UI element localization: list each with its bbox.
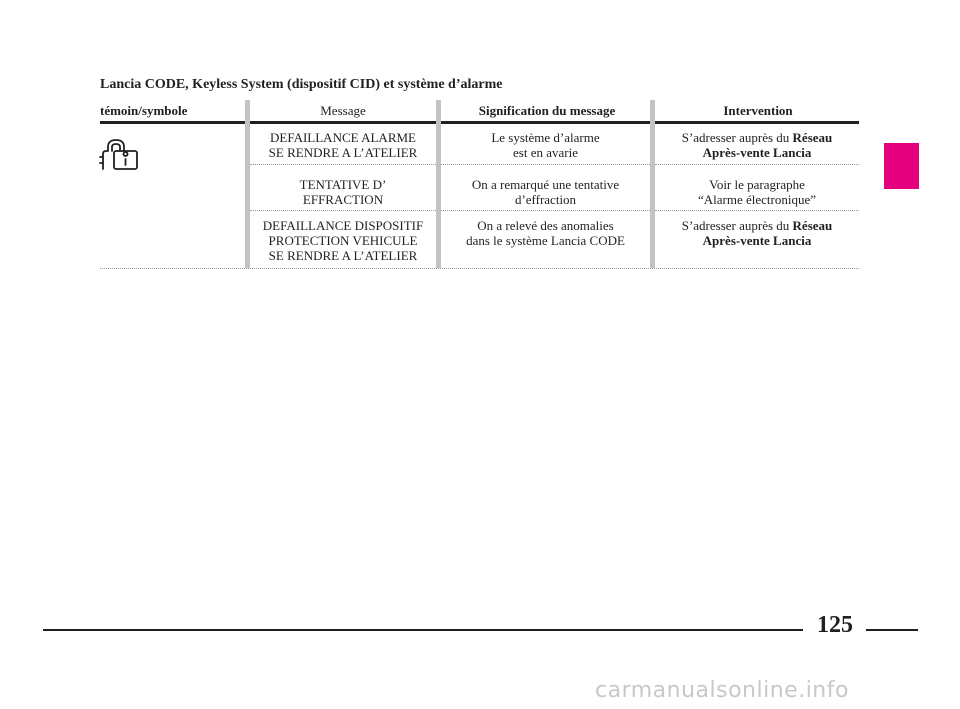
section-title: Lancia CODE, Keyless System (dispositif CID) et système d’alarme xyxy=(100,77,503,92)
row2-action: Voir le paragraphe “Alarme électronique” xyxy=(697,177,816,207)
header-symbol: témoin/symbole xyxy=(100,103,188,118)
row3-message: DEFAILLANCE DISPOSITIF PROTECTION VEHICULE SE RENDRE A L’ATELIER xyxy=(262,218,424,263)
row-divider xyxy=(655,210,859,211)
section-tab-marker xyxy=(884,143,919,189)
row3-meaning: On a relevé des anomalies dans le système Lancia CODE xyxy=(466,218,625,248)
header-meaning: Signification du message xyxy=(478,103,616,118)
header-message: Message xyxy=(320,103,366,118)
row3-action: S’adresser auprès du Réseau Après-vente Lancia xyxy=(681,218,833,248)
row2-message: TENTATIVE D’ EFFRACTION xyxy=(299,177,387,207)
header-action: Intervention xyxy=(723,103,793,118)
row-divider xyxy=(441,210,650,211)
table-bottom-rule xyxy=(100,268,859,269)
row-divider xyxy=(250,164,436,165)
row-divider xyxy=(441,164,650,165)
alarm-key-lock-icon xyxy=(99,137,139,171)
header-rule xyxy=(100,121,859,124)
watermark: carmanualsonline.info xyxy=(595,678,849,703)
footer-rule-right xyxy=(866,629,918,631)
row1-action: S’adresser auprès du Réseau Après-vente Lancia xyxy=(681,130,833,160)
row1-meaning: Le système d’alarme est en avarie xyxy=(491,130,600,160)
row-divider xyxy=(655,164,859,165)
page-number: 125 xyxy=(817,612,853,638)
footer-rule-left xyxy=(43,629,803,631)
row2-meaning: On a remarqué une tentative d’effraction xyxy=(471,177,620,207)
row-divider xyxy=(250,210,436,211)
row1-message: DEFAILLANCE ALARME SE RENDRE A L’ATELIER xyxy=(268,130,418,160)
